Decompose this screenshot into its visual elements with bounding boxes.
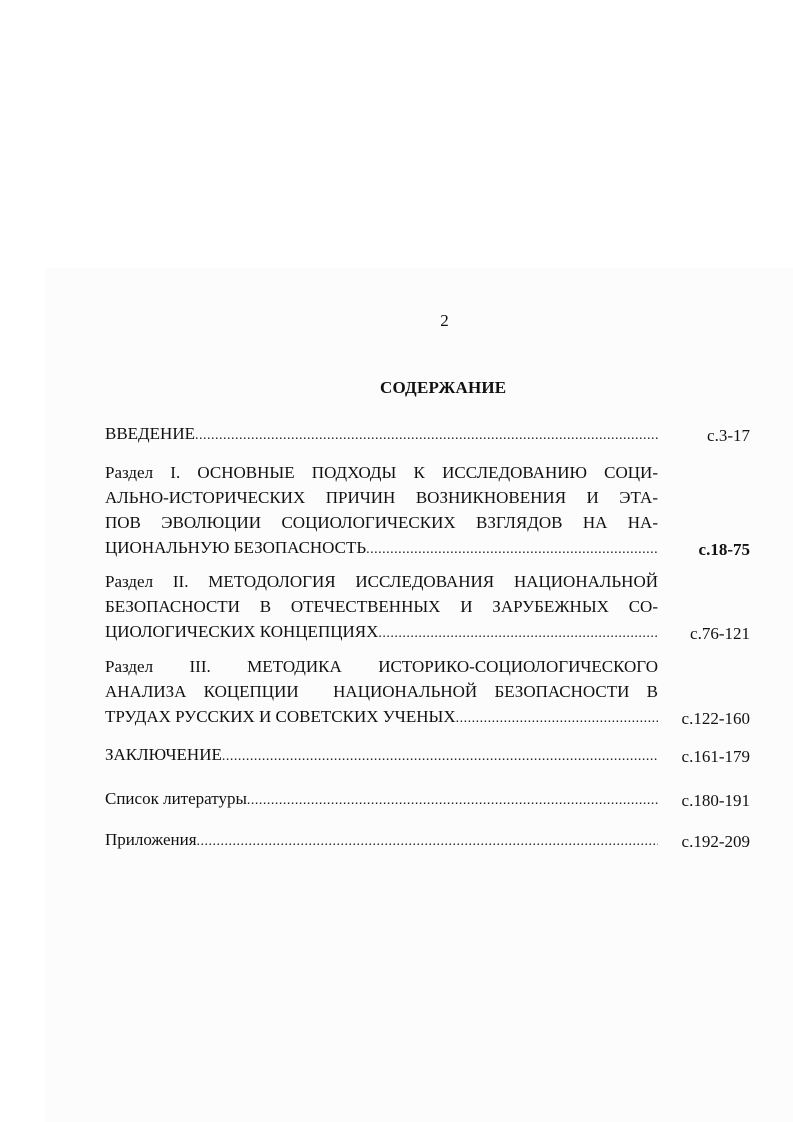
dot-leader (366, 537, 658, 562)
toc-entry-text: Приложения (105, 830, 197, 849)
toc-entry-pages: с.122-160 (681, 709, 750, 728)
toc-entry-section-3 (105, 654, 750, 731)
page-number-text: 2 (440, 311, 449, 330)
toc-entry-text: Раздел II. МЕТОДОЛОГИЯ ИССЛЕДОВАНИЯ НАЦИОНАЛЬНОЙ (105, 572, 658, 591)
dot-leader (195, 423, 658, 448)
toc-entry-line (105, 827, 658, 854)
toc-entry-text: ЦИОЛОГИЧЕСКИХ КОНЦЕПЦИЯХ (105, 622, 379, 641)
toc-entry-text: Раздел I. ОСНОВНЫЕ ПОДХОДЫ К ИССЛЕДОВАНИЮ СОЦИ- (105, 463, 658, 482)
toc-entry-text: АЛЬНО-ИСТОРИЧЕСКИХ ПРИЧИН ВОЗНИКНОВЕНИЯ И ЭТА- (105, 488, 658, 507)
toc-entry-pages: с.161-179 (681, 747, 750, 766)
dot-leader (456, 706, 658, 731)
toc-entry-line (105, 786, 658, 813)
toc-entry-pages: с.76-121 (690, 624, 750, 643)
toc-entry-body (105, 569, 658, 619)
toc-entry-text: ЗАКЛЮЧЕНИЕ (105, 745, 222, 764)
toc-entry-text: ВВЕДЕНИЕ (105, 424, 195, 443)
dot-leader (378, 621, 658, 646)
dot-leader (247, 788, 658, 813)
toc-entry-pages: с.3-17 (707, 426, 750, 445)
toc-entry-body (105, 460, 658, 535)
toc-entry-introduction (105, 421, 750, 448)
toc-entry-text: ЦИОНАЛЬНУЮ БЕЗОПАСНОСТЬ (105, 538, 367, 557)
toc-entry-text: АНАЛИЗА КОЦЕПЦИИ НАЦИОНАЛЬНОЙ БЕЗОПАСНОСТИ В (105, 682, 658, 701)
toc-entry-section-1 (105, 460, 750, 562)
page-number (0, 311, 793, 331)
toc-entry-body (105, 654, 658, 704)
dot-leader (222, 744, 658, 769)
toc-entry-text: БЕЗОПАСНОСТИ В ОТЕЧЕСТВЕННЫХ И ЗАРУБЕЖНЫХ СО- (105, 597, 658, 616)
toc-entry-text: Список литературы (105, 789, 247, 808)
toc-title: СОДЕРЖАНИЕ (380, 378, 507, 397)
toc-entry-text: Раздел III. МЕТОДИКА ИСТОРИКО-СОЦИОЛОГИЧЕСКОГО (105, 657, 658, 676)
toc-entry-text: ТРУДАХ РУССКИХ И СОВЕТСКИХ УЧЕНЫХ (105, 707, 456, 726)
toc-entry-section-2 (105, 569, 750, 646)
toc-entry-line (105, 619, 658, 646)
toc-entry-pages: с.180-191 (681, 791, 750, 810)
toc-entry-pages: с.18-75 (698, 540, 750, 559)
toc-entry-appendices (105, 827, 750, 854)
toc-entry-pages: с.192-209 (681, 832, 750, 851)
toc-entry-line (105, 742, 658, 769)
toc-entry-bibliography (105, 786, 750, 813)
toc-entry-conclusion (105, 742, 750, 769)
toc-entry-line (105, 704, 658, 731)
dot-leader (197, 829, 658, 854)
toc-entry-line (105, 535, 658, 562)
toc-entry-text: ПОВ ЭВОЛЮЦИИ СОЦИОЛОГИЧЕСКИХ ВЗГЛЯДОВ НА НА- (105, 513, 658, 532)
toc-entry-line (105, 421, 658, 448)
